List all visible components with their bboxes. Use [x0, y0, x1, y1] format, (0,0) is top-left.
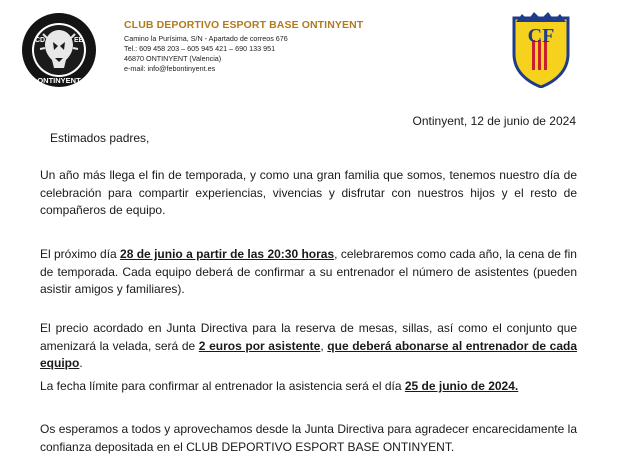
price-text-e: .: [79, 356, 83, 370]
price-highlight: 2 euros por asistente: [198, 338, 321, 353]
club-address: Camino la Purísima, S/N - Apartado de correos 676: [124, 34, 288, 43]
event-date-highlight: 28 de junio a partir de las 20:30 horas: [120, 247, 335, 261]
club-city: 46870 ONTINYENT (Valencia): [124, 54, 222, 63]
deadline-text-a: La fecha límite para confirmar al entrenador la asistencia será el día: [40, 379, 405, 393]
letter-greeting: Estimados padres,: [50, 131, 150, 145]
club-name: CLUB DEPORTIVO ESPORT BASE ONTINYENT: [124, 19, 364, 31]
event-text-a: El próximo día: [40, 247, 121, 261]
club-phones: Tel.: 609 458 203 – 605 945 421 – 690 133 951: [124, 44, 276, 53]
price-text-c: ,: [320, 338, 328, 353]
logo-text-cd: CD: [35, 37, 46, 44]
paragraph-price: [40, 320, 577, 373]
logo-text-eb: EB: [74, 37, 84, 44]
letter-date: Ontinyent, 12 de junio de 2024: [412, 114, 576, 128]
event-text-c: , celebraremos como cada año, la cena de fin de temporada. Cada equipo deberá de confirmar a su entrenador el número de asistentes (pueden asistir amigos y familiares).: [40, 247, 577, 296]
paragraph-deadline: [40, 378, 577, 396]
deadline-highlight: 25 de junio de 2024.: [404, 379, 519, 393]
crest-text: CF: [527, 25, 555, 47]
club-email: e-mail: info@febontinyent.es: [124, 64, 216, 73]
logo-text-bottom: ONTINYENT: [37, 76, 81, 85]
paragraph-intro: Un año más llega el fin de temporada, y como una gran familia que somos, tenemos nuestro día de celebración para compartir experiencias, vivencias y disfrutar con nuestros hijos y el resto de compañeros de equipo.: [40, 168, 577, 217]
paragraph-closing: Os esperamos a todos y aprovechamos desde la Junta Directiva para agradecer encarecidamente la confianza depositada en el CLUB DEPORTIVO ESPORT BASE ONTINYENT.: [40, 422, 577, 454]
club-logo-icon: [21, 12, 97, 88]
payment-highlight: que deberá abonarse al entrenador de cada equipo: [40, 338, 577, 370]
price-text-a: El precio acordado en Junta Directiva para la reserva de mesas, sillas, así como el conjunto que amenizará la velada, será de: [40, 321, 577, 353]
villarreal-crest-icon: [508, 10, 574, 88]
club-info: [124, 19, 444, 74]
paragraph-event: [40, 246, 577, 299]
